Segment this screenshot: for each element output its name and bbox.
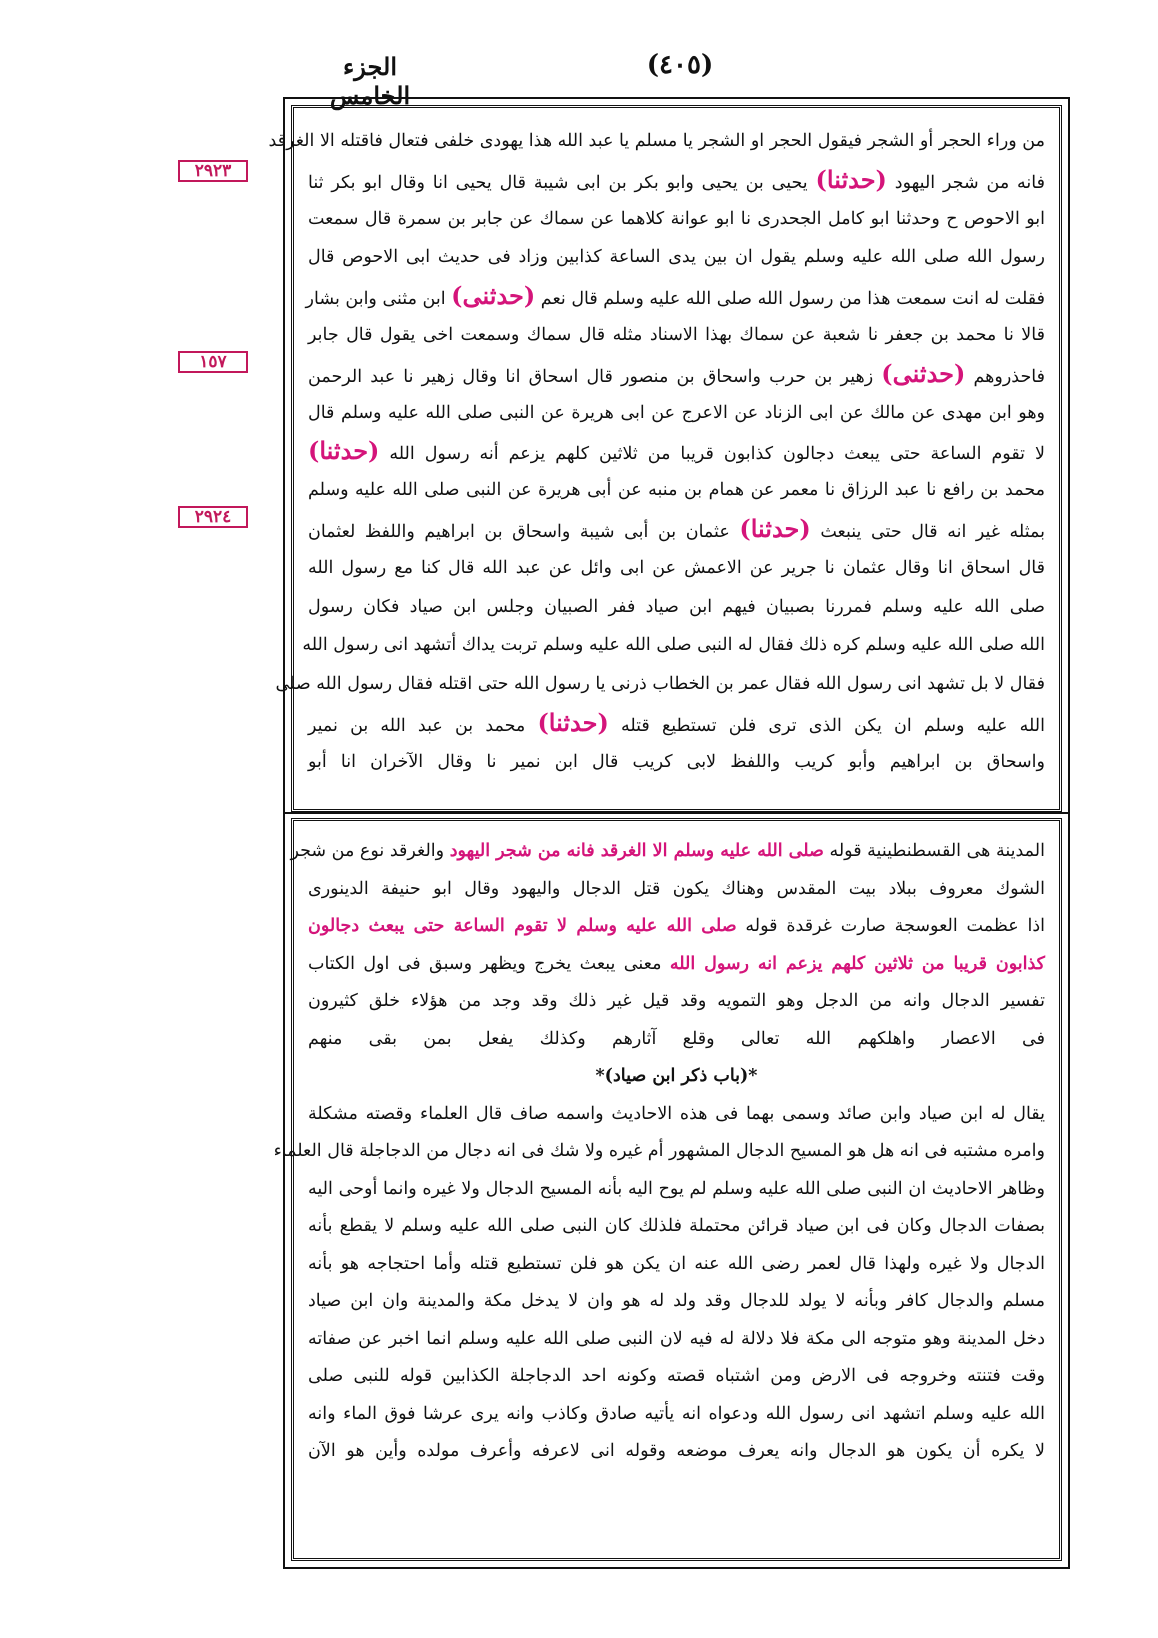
text-line <box>308 908 1045 946</box>
text-segment: بمثله غير انه قال حتى ينبعث <box>810 521 1045 542</box>
text-segment: فقلت له انت سمعت هذا من رسول الله صلى الله عليه وسلم قال نعم <box>535 289 1045 310</box>
text-line <box>308 983 1045 1021</box>
quoted-hadith-text: كذابون قريبا من ثلاثين كلهم يزعم انه رسول الله <box>669 953 1045 974</box>
text-segment: وقت فتنته وخروجه فى الارض ومن اشتباه قصته وكونه احد الدجاجلة الكذابين قوله للنبى صلى <box>308 1366 1045 1386</box>
text-segment: قال اسحاق انا وقال عثمان نا جرير عن الاعمش عن ابى وائل عن عبد الله قال كنا مع رسول الله <box>308 557 1045 578</box>
text-segment: لا يكره أن يكون هو الدجال وانه يعرف موضعه وقوله انى لاعرفه وأعرف مولده وأين هو الآن <box>308 1441 1045 1461</box>
text-segment: دخل المدينة وهو متوجه الى مكة فلا دلالة له فيه لان النبى صلى الله عليه وسلم انما اخبر عن صفاته <box>308 1328 1045 1349</box>
text-segment: لا تقوم الساعة حتى يبعث دجالون كذابون قريبا من ثلاثين كلهم يزعم أنه رسول الله <box>379 444 1045 465</box>
text-line <box>308 743 1045 782</box>
text-segment: الله عليه وسلم اتشهد انى رسول الله ودعواه انه يأتيه صادق وكاذب وانه يرى عرشا فوق الماء وانه <box>308 1403 1045 1424</box>
text-line <box>308 1396 1045 1434</box>
commentary-text-box <box>273 818 1062 1561</box>
text-segment: مسلم والدجال كافر وبأنه لا يولد للدجال وقد ولد له هو وان لا يدخل مكة والمدينة وان ابن صياد <box>308 1291 1045 1311</box>
text-line <box>273 1133 1045 1171</box>
text-segment: اذا عظمت العوسجة صارت غرقدة قوله <box>736 916 1045 936</box>
text-segment: فاحذروهم <box>965 366 1045 387</box>
hadith-ref-number: ٢٩٢٣ <box>178 160 248 182</box>
text-segment: فانه من شجر اليهود <box>886 172 1045 193</box>
text-line <box>308 394 1045 433</box>
text-segment: المدينة هى القسطنطينية قوله <box>823 841 1045 861</box>
text-line <box>308 1171 1045 1209</box>
text-segment: وهو ابن مهدى عن مالك عن ابى الزناد عن الاعرج عن ابى هريرة عن النبى صلى الله عليه وسلم قال <box>308 402 1045 423</box>
text-line <box>308 471 1045 510</box>
text-segment: واسحاق بن ابراهيم وأبو كريب واللفظ لابى كريب قال ابن نمير نا وقال الآخران انا أبو <box>308 751 1045 772</box>
text-line <box>308 946 1045 984</box>
text-segment: صلى الله عليه وسلم فمررنا بصبيان فيهم ابن صياد ففر الصبيان وجلس ابن صياد فكان رسول <box>308 596 1045 617</box>
text-segment: فقال لا بل تشهد انى رسول الله فقال عمر بن الخطاب ذرنى يا رسول الله حتى اقتله فقال رسول الله صلى <box>275 674 1045 695</box>
text-line <box>268 122 1045 161</box>
text-segment: عثمان بن أبى شيبة واسحاق بن ابراهيم واللفظ لعثمان <box>308 521 740 542</box>
text-segment: رسول الله صلى الله عليه وسلم يقول ان بين يدى الساعة كذابين وزاد فى حديث ابى الاحوص قال <box>308 247 1045 268</box>
text-segment: زهير بن حرب واسحاق بن منصور قال اسحاق انا وقال زهير نا عبد الرحمن <box>308 366 882 387</box>
section-divider <box>283 812 1070 814</box>
narration-keyword: (حدثنا) <box>537 707 609 737</box>
text-segment: الدجال ولا غيره ولهذا قال لعمر رضى الله عنه ان يكن هو فلن تستطيع قتله وأما احتجاجه هو بأنه <box>308 1253 1045 1274</box>
text-line <box>308 1283 1045 1321</box>
text-line <box>308 1096 1045 1134</box>
text-line <box>275 665 1045 704</box>
text-line <box>308 1433 1045 1471</box>
text-segment: من وراء الحجر أو الشجر فيقول الحجر او الشجر يا مسلم يا عبد الله هذا يهودى خلفى فتعال فاقتله الا الغرقد <box>268 131 1045 151</box>
part-title: الجزء الخامس <box>329 52 411 110</box>
hadith-ref-number: ٢٩٢٤ <box>178 506 248 528</box>
text-segment: ابو الاحوص ح وحدثنا ابو كامل الجحدرى نا ابو عوانة كلاهما عن سماك عن جابر بن سمرة قال سمعت <box>308 208 1045 229</box>
narration-keyword: (حدثنى) <box>451 281 536 311</box>
text-line <box>308 510 1045 549</box>
text-line <box>308 1321 1045 1359</box>
text-line <box>308 1208 1045 1246</box>
text-line <box>308 871 1045 909</box>
text-segment: والغرقد نوع من شجر <box>290 841 450 861</box>
text-line <box>308 1246 1045 1284</box>
text-segment: وظاهر الاحاديث ان النبى صلى الله عليه وسلم لم يوح اليه بأنه المسيح الدجال ولا غيره وانما أوحى اليه <box>308 1178 1045 1199</box>
text-segment: الشوك معروف ببلاد بيت المقدس وهناك يكون قتل الدجال واليهود وقال ابو حنيفة الدينورى <box>308 878 1045 899</box>
text-segment: محمد بن عبد الله بن نمير <box>308 715 538 736</box>
text-line <box>308 355 1045 394</box>
text-line <box>308 238 1045 277</box>
text-segment: تفسير الدجال وانه من الدجل وهو التمويه وقد قيل غير ذلك وقد وجد من هؤلاء خلق كثيرون <box>308 991 1045 1011</box>
text-line <box>308 1358 1045 1396</box>
text-segment: قالا نا محمد بن جعفر نا شعبة عن سماك بهذا الاسناد مثله قال سماك وسمعت اخى يقول قال جابر <box>308 324 1045 345</box>
text-line <box>308 1021 1045 1059</box>
text-line <box>290 833 1045 871</box>
text-segment: معنى يبعث يخرج ويظهر وسبق فى اول الكتاب <box>308 953 670 974</box>
text-line <box>308 200 1045 239</box>
text-line <box>308 549 1045 588</box>
text-segment: بصفات الدجال وكان فى ابن صياد قرائن محتملة فلذلك كان النبى صلى الله عليه وسلم لا يقطع بأنه <box>308 1216 1045 1236</box>
text-segment: فى الاعصار واهلكهم الله تعالى وقلع آثارهم وكذلك يفعل بمن بقى منهم <box>308 1028 1045 1049</box>
text-segment: يحيى بن يحيى وابو بكر بن ابى شيبة قال يحيى انا وقال ابو بكر ثنا <box>308 172 816 193</box>
text-line <box>308 432 1045 471</box>
text-segment: محمد بن رافع نا عبد الرزاق نا معمر عن همام بن منبه عن أبى هريرة عن النبى صلى الله عليه وسلم <box>308 480 1045 501</box>
hadith-text-box <box>268 105 1062 812</box>
text-line <box>308 316 1045 355</box>
narration-keyword: (حدثنى) <box>881 358 966 388</box>
narration-keyword: (حدثنا) <box>308 436 380 466</box>
text-line <box>308 161 1045 200</box>
quoted-hadith-text: صلى الله عليه وسلم لا تقوم الساعة حتى يبعث دجالون <box>308 916 737 936</box>
hadith-ref-number: ١٥٧ <box>178 351 248 373</box>
narration-keyword: (حدثنا) <box>815 164 887 194</box>
page-number: (٤٠٥) <box>646 50 714 80</box>
text-segment: وامره مشتبه فى انه هل هو المسيح الدجال المشهور أم غيره ولا شك فى انه دجال من الدجاجلة قال العلماء <box>273 1141 1045 1161</box>
narration-keyword: (حدثنا) <box>739 513 811 543</box>
text-line <box>308 1058 1045 1096</box>
text-line <box>305 277 1045 316</box>
text-segment: يقال له ابن صياد وابن صائد وسمى بهما فى هذه الاحاديث واسمه صاف قال العلماء وقصته مشكلة <box>308 1103 1045 1124</box>
text-segment: الله صلى الله عليه وسلم كره ذلك فقال له النبى صلى الله عليه وسلم تربت يداك أتشهد انى رسول الله <box>302 635 1045 656</box>
text-line <box>308 588 1045 627</box>
text-segment: ابن مثنى وابن بشار <box>305 289 452 310</box>
text-line <box>308 704 1045 743</box>
text-segment: الله عليه وسلم ان يكن الذى ترى فلن تستطيع قتله <box>608 715 1045 736</box>
quoted-hadith-text: صلى الله عليه وسلم الا الغرقد فانه من شجر اليهود <box>449 841 824 861</box>
text-line <box>302 626 1045 665</box>
chapter-heading: *(باب ذكر ابن صياد)* <box>595 1066 758 1086</box>
